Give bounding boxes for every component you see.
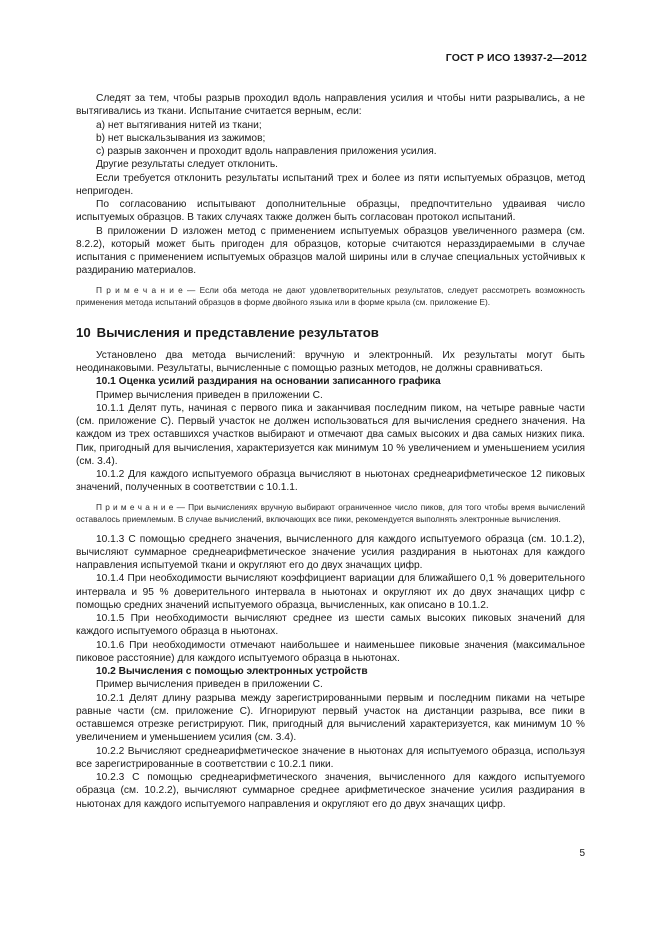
note bbox=[76, 284, 585, 308]
subsection-heading: 10.1 Оценка усилий раздирания на основании записанного графика bbox=[96, 376, 441, 388]
paragraph: 10.1.6 При необходимости отмечают наибольшее и наименьшее пиковые значения (максимальное пиковое расстояние) для каждого испытуемого образца в ньютонах. bbox=[76, 639, 585, 664]
paragraph: 10.2.1 Делят длину разрыва между зарегистрированными первым и последним пиками на четыре равные части (см. приложение С). Игнорируют первый участок на дистанции разрыва, все пики в оставшемся отрезке регистрируют. Пик, пригодный для вычислений характеризуется, как минимум 10 % увеличением и уменьшением усилия (см. 3.4). bbox=[76, 692, 585, 744]
paragraph: 10.2.3 С помощью среднеарифметического значения, вычисленного для каждого испытуемого образца (см. 10.2.2), вычисляют суммарное среднее арифметическое значение усилия раздирания в ньютонах для каждого испытуемого направления и округляют его до двух значащих цифр. bbox=[76, 772, 585, 810]
page-number: 5 bbox=[579, 848, 585, 859]
note-label: П р и м е ч а н и е — bbox=[96, 284, 196, 295]
paragraph: Следят за тем, чтобы разрыв проходил вдоль направления усилия и чтобы нити разрывались, а не вытягивались из ткани. Испытание считается верным, если: bbox=[76, 93, 585, 118]
note-text: При вычислениях вручную выбирают ограниченное число пиков, для того чтобы время вычислений оставалось приемлемым. В случае вычислений, включающих все пики, рекомендуется выполнять электронные вычисления. bbox=[76, 501, 585, 524]
paragraph: Пример вычисления приведен в приложении С. bbox=[96, 389, 323, 401]
note-label: П р и м е ч а н и е — bbox=[96, 501, 185, 512]
section-title: Вычисления и представление результатов bbox=[96, 324, 379, 340]
document-code-header: ГОСТ Р ИСО 13937-2—2012 bbox=[445, 52, 587, 64]
note bbox=[76, 501, 585, 525]
paragraph: 10.1.1 Делят путь, начиная с первого пика и заканчивая последним пиком, на четыре равные части (см. приложение С). Первый участок не должен использоваться для вычисления среднего значения. На каждом из трех оставшихся участков выбирают и отмечают два самых высоких и два самых низких пика. Пик, пригодный для вычисления, характеризуется как минимум 10 % увеличением и уменьшением усилия (см. 3.4). bbox=[76, 402, 585, 467]
paragraph: 10.1.5 При необходимости вычисляют среднее из шести самых высоких пиковых значений для каждого испытуемого образца в ньютонах. bbox=[76, 613, 585, 638]
paragraph: В приложении D изложен метод с применением испытуемых образцов увеличенного размера (см. 8.2.2), который может быть пригоден для образцов, которые считаются неразздираемыми в случае испытания с применением испытуемых образцов малой ширины или в случае специальных устойчивых к раздиранию материалов. bbox=[76, 225, 585, 277]
paragraph: По согласованию испытывают дополнительные образцы, предпочтительно удваивая число испытуемых образцов. В таких случаях также должен быть согласован протокол испытаний. bbox=[76, 199, 585, 224]
list-item: c) разрыв закончен и проходит вдоль направления приложения усилия. bbox=[96, 146, 437, 157]
section-number: 10 bbox=[76, 324, 91, 340]
paragraph: Если требуется отклонить результаты испытаний трех и более из пяти испытуемых образцов, метод непригоден. bbox=[76, 172, 585, 197]
paragraph: 10.2.2 Вычисляют среднеарифметическое значение в ньютонах для испытуемого образца, используя все зарегистрированные в соответствии с 10.2.1 пики. bbox=[76, 745, 585, 770]
paragraph: Другие результаты следует отклонить. bbox=[96, 159, 278, 171]
note-text: Если оба метода не дают удовлетворительных результатов, следует рассмотреть возможность применения метода испытаний образцов в форме двойного языка или в форме крыла (см. приложение Е). bbox=[76, 284, 585, 307]
paragraph: 10.1.2 Для каждого испытуемого образца вычисляют в ньютонах среднеарифметическое 12 пиковых значений, полученных в соответствии с 10.1.1. bbox=[76, 469, 585, 494]
paragraph: 10.1.4 При необходимости вычисляют коэффициент вариации для ближайшего 0,1 % доверительного интервала и 95 % доверительного интервала в ньютонах и округляют их до двух значащих цифр с помощью средних значений испытуемого образца, вычисленных, как описано в 10.1.2. bbox=[76, 573, 585, 611]
paragraph: Пример вычисления приведен в приложении С. bbox=[96, 679, 323, 691]
paragraph: 10.1.3 С помощью среднего значения, вычисленного для каждого испытуемого образца (см. 10.1.2), вычисляют суммарное среднеарифметическое значение усилия раздирания в ньютонах для каждого направления испытуемой ткани и округляют его до двух значащих цифр. bbox=[76, 533, 585, 571]
subsection-heading: 10.2 Вычисления с помощью электронных устройств bbox=[96, 666, 368, 677]
paragraph: Установлено два метода вычислений: вручную и электронный. Их результаты могут быть неодинаковыми. Результаты, вычисленные с помощью разных методов, не должны сравниваться. bbox=[76, 349, 585, 374]
page-content bbox=[76, 92, 585, 811]
list-item: a) нет вытягивания нитей из ткани; bbox=[96, 119, 262, 131]
list-item: b) нет выскальзывания из зажимов; bbox=[96, 132, 266, 144]
section-heading bbox=[76, 326, 585, 339]
